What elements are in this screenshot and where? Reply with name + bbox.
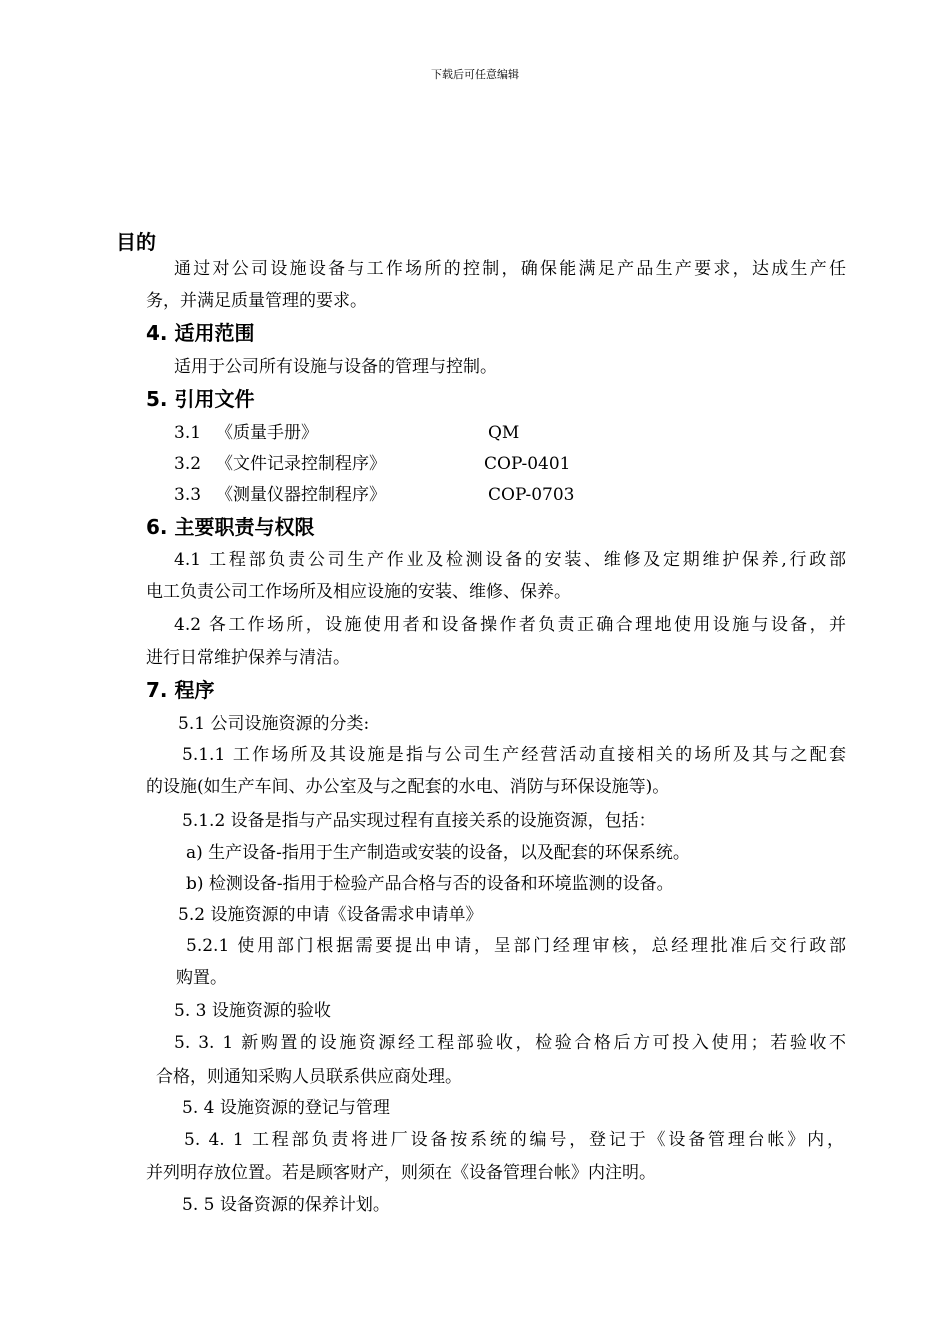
reference-title: 《文件记录控制程序》 (216, 454, 386, 474)
reference-number: 3.2 (174, 454, 202, 474)
procedure-line: 5.1 公司设施资源的分类: (178, 714, 370, 734)
responsibility-line-2: 电工负责公司工作场所及相应设施的安装、维修、保养。 (146, 582, 571, 602)
procedure-line: 并列明存放位置。若是顾客财产，则须在《设备管理台帐》内注明。 (146, 1163, 656, 1183)
purpose-line-2: 务，并满足质量管理的要求。 (146, 291, 367, 311)
reference-number: 3.1 (174, 423, 202, 443)
page-header: 下载后可任意编辑 (431, 68, 519, 81)
procedure-line: 5.1.1 工作场所及其设施是指与公司生产经营活动直接相关的场所及其与之配套 (182, 745, 846, 765)
section-heading-scope: 4. 适用范围 (146, 321, 255, 345)
reference-title: 《测量仪器控制程序》 (216, 485, 386, 505)
procedure-line: 5. 4 设施资源的登记与管理 (182, 1098, 390, 1118)
procedure-line: 购置。 (176, 968, 227, 988)
reference-code: COP-0703 (488, 485, 575, 505)
procedure-line: a) 生产设备-指用于生产制造或安装的设备，以及配套的环保系统。 (186, 843, 690, 863)
scope-line-1: 适用于公司所有设施与设备的管理与控制。 (174, 357, 497, 377)
responsibility-line-1: 4.1 工程部负责公司生产作业及检测设备的安装、维修及定期维护保养,行政部 (174, 550, 846, 570)
section-heading-purpose: 目的 (116, 230, 156, 254)
procedure-line: 5. 4. 1 工程部负责将进厂设备按系统的编号，登记于《设备管理台帐》内， (184, 1130, 844, 1150)
section-heading-references: 5. 引用文件 (146, 387, 255, 411)
procedure-line: 5.1.2 设备是指与产品实现过程有直接关系的设施资源，包括： (182, 811, 656, 831)
responsibility-line-4: 进行日常维护保养与清洁。 (146, 648, 350, 668)
reference-number: 3.3 (174, 485, 202, 505)
procedure-line: 5.2.1 使用部门根据需要提出申请，呈部门经理审核，总经理批准后交行政部 (186, 936, 846, 956)
reference-title: 《质量手册》 (216, 423, 318, 443)
procedure-line: 5. 3. 1 新购置的设施资源经工程部验收，检验合格后方可投入使用；若验收不 (174, 1033, 846, 1053)
reference-code: COP-0401 (484, 454, 571, 474)
procedure-line: 合格，则通知采购人员联系供应商处理。 (156, 1067, 462, 1087)
procedure-line: 5. 5 设备资源的保养计划。 (182, 1195, 390, 1215)
procedure-line: 5. 3 设施资源的验收 (174, 1001, 331, 1021)
purpose-line-1: 通过对公司设施设备与工作场所的控制，确保能满足产品生产要求，达成生产任 (174, 259, 846, 279)
reference-code: QM (488, 423, 520, 443)
responsibility-line-3: 4.2 各工作场所，设施使用者和设备操作者负责正确合理地使用设施与设备，并 (174, 615, 846, 635)
procedure-line: 5.2 设施资源的申请《设备需求申请单》 (178, 905, 483, 925)
procedure-line: b) 检测设备-指用于检验产品合格与否的设备和环境监测的设备。 (186, 874, 674, 894)
section-heading-procedure: 7. 程序 (146, 678, 215, 702)
procedure-line: 的设施(如生产车间、办公室及与之配套的水电、消防与环保设施等)。 (146, 777, 670, 797)
section-heading-responsibilities: 6. 主要职责与权限 (146, 515, 315, 539)
